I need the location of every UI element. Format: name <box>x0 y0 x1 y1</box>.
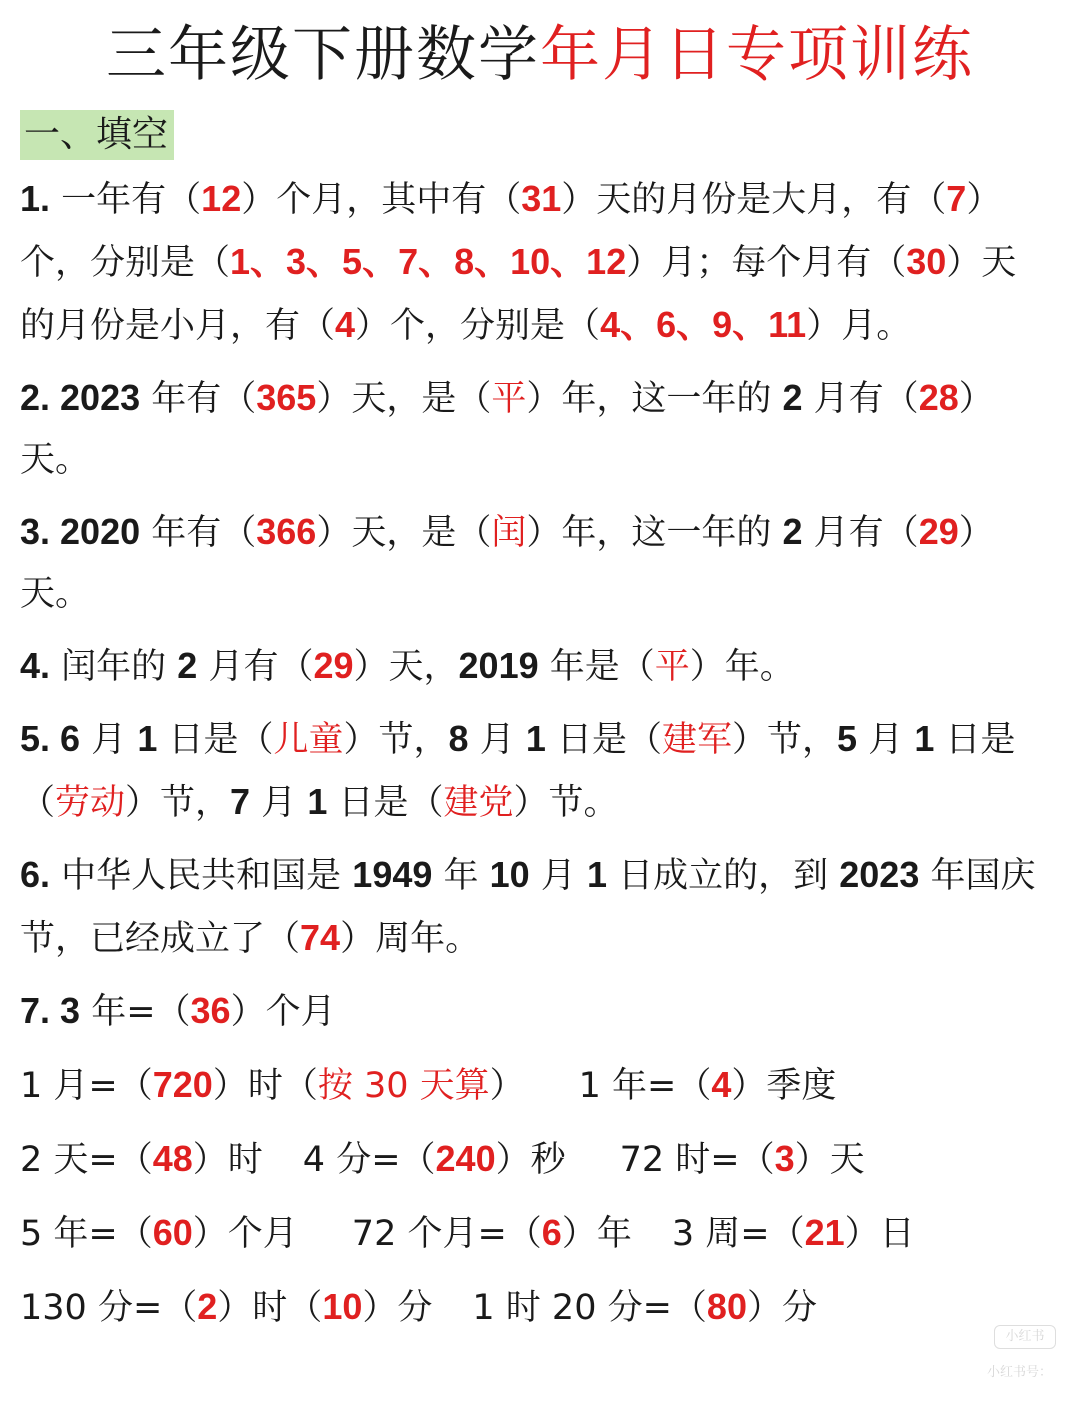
number: 4 <box>302 1140 326 1180</box>
question-text: 一年有（ <box>50 180 202 220</box>
question-text: 时=（ <box>664 1140 775 1180</box>
question-text: ）节。 <box>513 783 619 823</box>
question-number: 3. <box>20 511 51 552</box>
conversion-item <box>20 1288 432 1328</box>
question-text: ）年。 <box>689 647 795 687</box>
answer: 21 <box>804 1212 845 1253</box>
number: 1 <box>578 1066 601 1106</box>
question-text: 日是（ <box>327 783 444 823</box>
question-text: 月 <box>857 720 915 760</box>
question-6 <box>20 844 1042 970</box>
number: 5 <box>20 1214 43 1254</box>
answer: 6 <box>541 1212 562 1253</box>
title-red: 年月日专项训练 <box>540 20 974 90</box>
question-text: 中华人民共和国是 <box>50 856 353 896</box>
question-text: ）个月，其中有（ <box>241 180 522 220</box>
question-text: 日是（ <box>545 720 662 760</box>
number: 1 <box>137 718 158 759</box>
question-text: 分=（ <box>86 1288 198 1328</box>
number: 1 <box>914 718 935 759</box>
answer: 劳动 <box>55 783 126 823</box>
number: 1 <box>472 1288 495 1328</box>
number: 2023 <box>839 854 920 895</box>
question-text: ）季度 <box>731 1066 837 1106</box>
question-text: ）月。 <box>806 306 912 346</box>
question-number: 7. <box>20 990 51 1031</box>
question-text: 日是（ <box>20 720 1016 823</box>
question-text: 月有（ <box>802 513 919 553</box>
question-number: 5. <box>20 718 51 759</box>
question-text: 年是（ <box>538 647 655 687</box>
question-1 <box>20 168 1042 357</box>
question-text: ）年 <box>561 1214 632 1254</box>
answer: 29 <box>918 511 959 552</box>
question-text: 月 <box>468 720 526 760</box>
question-text: ）月；每个月有（ <box>626 243 907 283</box>
question-text: ）天，是（ <box>316 379 492 419</box>
conversion-item <box>20 1214 298 1254</box>
question-text: 周=（ <box>694 1214 805 1254</box>
answer: 1、3、5、7、8、10、12 <box>230 241 627 282</box>
answer: 31 <box>521 178 562 219</box>
answer: 74 <box>300 917 341 958</box>
answer: 36 <box>190 990 231 1031</box>
question-text: 年=（ <box>42 1214 153 1254</box>
number: 1 <box>307 781 328 822</box>
number: 2 <box>782 511 803 552</box>
question-text: 年有（ <box>140 379 257 419</box>
answer: 4 <box>711 1064 732 1105</box>
answer: 48 <box>152 1138 193 1179</box>
conversion-item <box>352 1214 632 1254</box>
answer: 4、6、9、11 <box>600 304 807 345</box>
conversion-item <box>620 1140 865 1180</box>
question-text: 分=（ <box>596 1288 707 1328</box>
question-4 <box>20 635 1042 698</box>
question-text: ）天的月份是小月，有（ <box>20 243 1017 346</box>
question-text: 天=（ <box>42 1140 153 1180</box>
conversion-item <box>579 1066 837 1106</box>
answer: 闰 <box>491 513 527 553</box>
answer: 30 <box>906 241 947 282</box>
conversion-item <box>672 1214 915 1254</box>
answer: 240 <box>435 1138 496 1179</box>
answer: 366 <box>256 511 317 552</box>
number: 20 <box>551 1288 597 1328</box>
conversion-row-2 <box>20 1128 1042 1191</box>
number: 2 <box>20 1140 43 1180</box>
question-text: ）分 <box>746 1288 817 1328</box>
question-text: 年 <box>432 856 490 896</box>
answer: 12 <box>201 178 242 219</box>
question-text: 分=（ <box>325 1140 436 1180</box>
answer: 29 <box>313 645 354 686</box>
question-list <box>0 168 1080 1339</box>
question-text: ）节， <box>125 783 231 823</box>
answer: 2 <box>197 1286 218 1327</box>
answer: 7 <box>946 178 967 219</box>
question-text: ）个月 <box>192 1214 298 1254</box>
number: 6 <box>50 718 81 759</box>
number: 3 <box>671 1214 695 1254</box>
answer: 80 <box>706 1286 747 1327</box>
question-3 <box>20 501 1042 625</box>
question-text: ）节， <box>343 720 449 760</box>
question-text: ）周年。 <box>340 919 481 959</box>
question-text: 闰年的 <box>50 647 178 687</box>
number: 1949 <box>352 854 433 895</box>
question-text: 年国庆节，已经成立了（ <box>20 856 1036 959</box>
question-text: ）时（ <box>217 1288 323 1328</box>
conversion-item <box>303 1140 566 1180</box>
number: 10 <box>489 854 530 895</box>
question-text: ）秒 <box>495 1140 566 1180</box>
number: 72 <box>351 1214 397 1254</box>
question-text: ）个月 <box>230 992 336 1032</box>
question-text: 月=（ <box>42 1066 153 1106</box>
number: 2019 <box>458 645 539 686</box>
question-text: ）个，分别是（ <box>355 306 601 346</box>
question-text: 年=（ <box>80 992 191 1032</box>
page-title <box>0 0 1080 96</box>
answer: 28 <box>918 377 959 418</box>
question-text: ）分 <box>362 1288 433 1328</box>
question-text: ）天。 <box>20 513 994 614</box>
question-text: ）天 <box>794 1140 865 1180</box>
question-text: ）天， <box>353 647 459 687</box>
watermark-id: 小红书号： <box>986 1365 1052 1380</box>
question-text: 年=（ <box>600 1066 712 1106</box>
answer: 60 <box>152 1212 193 1253</box>
conversion-item <box>472 1288 817 1328</box>
watermark <box>872 1325 1062 1385</box>
conversion-item <box>20 1066 525 1106</box>
answer: 10 <box>322 1286 363 1327</box>
conversion-item <box>20 1140 263 1180</box>
question-text: ）天，是（ <box>316 513 492 553</box>
answer: 平 <box>491 379 527 419</box>
answer: 平 <box>654 647 690 687</box>
question-text: ）个，分别是（ <box>20 180 1002 283</box>
number: 3 <box>50 990 81 1031</box>
question-text: 日是（ <box>157 720 274 760</box>
number: 2023 <box>50 377 141 418</box>
question-text: 个月=（ <box>396 1214 542 1254</box>
answer: 建党 <box>443 783 514 823</box>
question-text: ）天。 <box>20 379 994 480</box>
number: 2020 <box>50 511 141 552</box>
question-5 <box>20 708 1042 834</box>
answer: 儿童 <box>273 720 344 760</box>
number: 7 <box>230 781 251 822</box>
question-number: 1. <box>20 178 51 219</box>
section-heading: 一、填空 <box>20 110 174 160</box>
question-text: ）日 <box>844 1214 915 1254</box>
number: 2 <box>782 377 803 418</box>
answer: 365 <box>256 377 317 418</box>
question-text: ）年，这一年的 <box>526 513 783 553</box>
question-text: ） <box>489 1066 525 1106</box>
question-text: ）时（ <box>212 1066 318 1106</box>
answer: 建军 <box>662 720 733 760</box>
answer: 720 <box>152 1064 213 1105</box>
question-text: 时 <box>494 1288 552 1328</box>
question-2 <box>20 367 1042 491</box>
conversion-row-1 <box>20 1054 1042 1117</box>
question-number: 4. <box>20 645 51 686</box>
question-7 <box>20 980 1042 1043</box>
answer-note: 按 30 天算 <box>317 1066 490 1106</box>
question-text: 月有（ <box>802 379 919 419</box>
number: 130 <box>20 1288 87 1328</box>
question-text: 月 <box>250 783 308 823</box>
question-number: 2. <box>20 377 51 418</box>
answer: 4 <box>335 304 356 345</box>
question-text: 月有（ <box>197 647 314 687</box>
number: 1 <box>586 854 607 895</box>
number: 8 <box>448 718 469 759</box>
question-text: 年有（ <box>140 513 257 553</box>
question-text: 日成立的，到 <box>607 856 840 896</box>
number: 1 <box>525 718 546 759</box>
question-text: ）时 <box>192 1140 263 1180</box>
conversion-row-3 <box>20 1202 1042 1265</box>
number: 5 <box>837 718 858 759</box>
question-text: ）节， <box>732 720 838 760</box>
watermark-logo: 小红书 <box>994 1325 1056 1349</box>
answer: 3 <box>774 1138 795 1179</box>
question-text: ）年，这一年的 <box>526 379 783 419</box>
title-black: 三年级下册数学 <box>106 20 540 90</box>
question-text: 月 <box>80 720 138 760</box>
question-text: ）天的月份是大月，有（ <box>561 180 947 220</box>
question-text: 月 <box>529 856 587 896</box>
number: 1 <box>20 1066 43 1106</box>
number: 72 <box>619 1140 665 1180</box>
question-number: 6. <box>20 854 51 895</box>
number: 2 <box>177 645 198 686</box>
